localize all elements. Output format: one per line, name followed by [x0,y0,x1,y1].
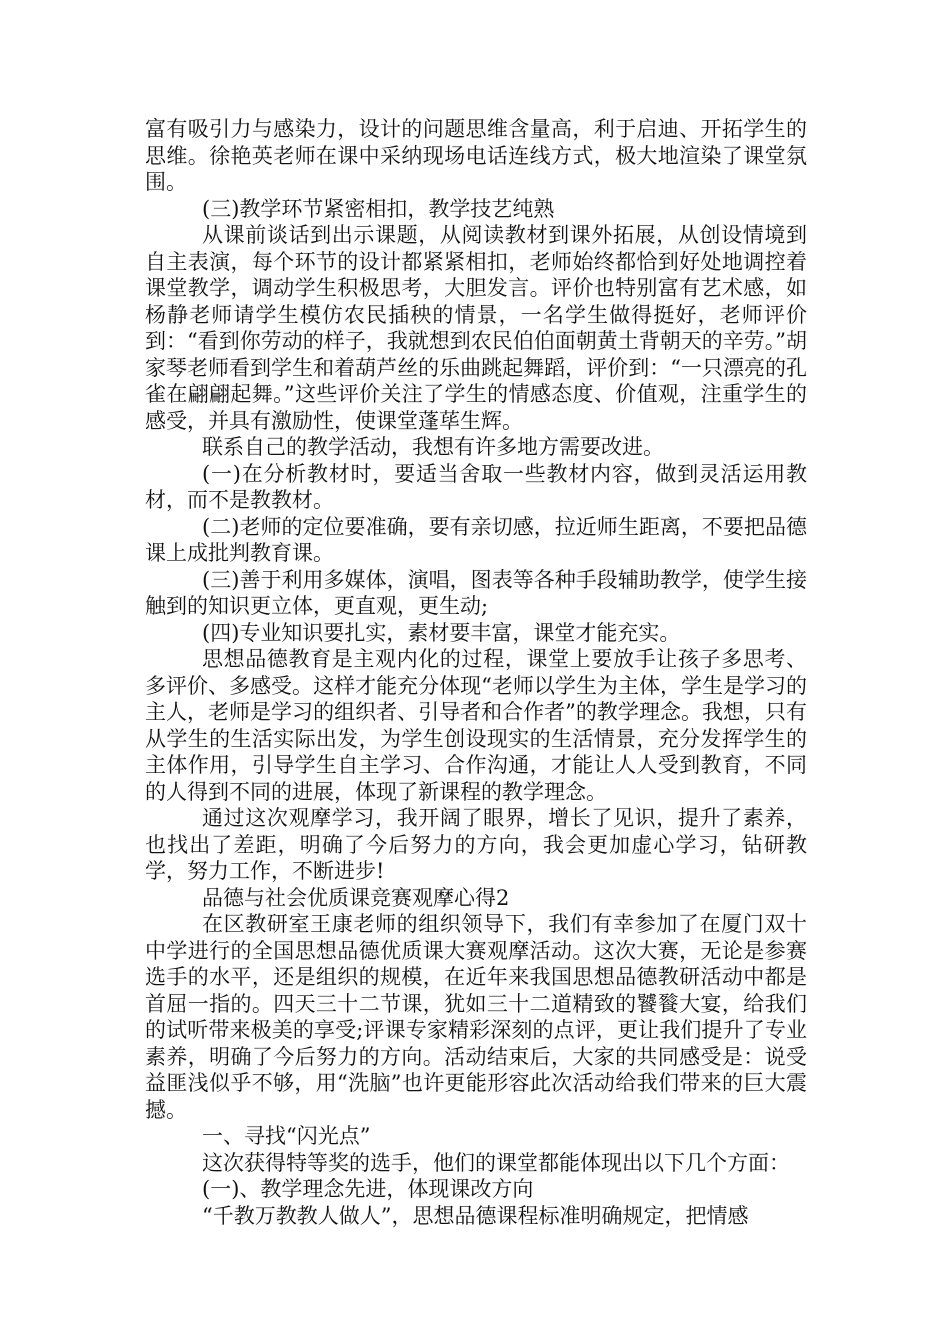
paragraph-5: (一)在分析教材时，要适当舍取一些教材内容，做到灵活运用教材，而不是教教材。 [145,461,807,512]
paragraph-10: 通过这次观摩学习，我开阔了眼界，增长了见识，提升了素养，也找出了差距，明确了今后努力的方向，我会更加虚心学习，钻研教学，努力工作，不断进步! [145,806,807,883]
document-page [145,116,807,1229]
paragraph-2: (三)教学环节紧密相扣，教学技艺纯熟 [202,196,555,221]
section-title-2: 品德与社会优质课竞赛观摩心得2 [202,885,510,910]
paragraph-14: 这次获得特等奖的选手，他们的课堂都能体现出以下几个方面： [202,1150,790,1175]
paragraph-16: “千教万教教人做人”，思想品德课程标准明确规定，把情感 [202,1203,749,1228]
heading-1: 一、寻找“闪光点” [202,1124,371,1148]
subheading-1: (一)、教学理念先进，体现课改方向 [202,1177,534,1201]
paragraph-12: 在区教研室王康老师的组织领导下，我们有幸参加了在厦门双十中学进行的全国思想品德优质课大赛观摩活动。这次大赛，无论是参赛选手的水平，还是组织的规模，在近年来我国思想品德教研活动中都是首屈一指的。四天三十二节课，犹如三十二道精致的饕餮大宴，给我们的试听带来极美的享受;评课专家精彩深刻的点评，更让我们提升了专业素养，明确了今后努力的方向。活动结束后，大家的共同感受是：说受益匪浅似乎不够，用“洗脑”也许更能形容此次活动给我们带来的巨大震撼。 [145,912,807,1122]
paragraph-3: 从课前谈话到出示课题，从阅读教材到课外拓展，从创设情境到自主表演，每个环节的设计都紧紧相扣，老师始终都恰到好处地调控着课堂教学，调动学生积极思考，大胆发言。评价也特别富有艺术感，如杨静老师请学生模仿农民插秧的情景，一名学生做得挺好，老师评价到：“看到你劳动的样子，我就想到农民伯伯面朝黄土背朝天的辛劳。”胡家琴老师看到学生和着葫芦丝的乐曲跳起舞蹈，评价到：“一只漂亮的孔雀在翩翩起舞。”这些评价关注了学生的情感态度、价值观，注重学生的感受，并具有激励性，使课堂蓬荜生辉。 [145,223,807,433]
paragraph-6: (二)老师的定位要准确，要有亲切感，拉近师生距离，不要把品德课上成批判教育课。 [145,514,807,565]
paragraph-1: 富有吸引力与感染力，设计的问题思维含量高，利于启迪、开拓学生的思维。徐艳英老师在课中采纳现场电话连线方式，极大地渲染了课堂氛围。 [145,117,807,194]
paragraph-7: (三)善于利用多媒体，演唱，图表等各种手段辅助教学，使学生接触到的知识更立体，更直观，更生动; [145,567,807,618]
paragraph-4: 联系自己的教学活动，我想有许多地方需要改进。 [202,435,664,459]
paragraph-9: 思想品德教育是主观内化的过程，课堂上要放手让孩子多思考、多评价、多感受。这样才能充分体现“老师以学生为主体，学生是学习的主人，老师是学习的组织者、引导者和合作者”的教学理念。我想，只有从学生的生活实际出发，为学生创设现实的生活情景，充分发挥学生的主体作用，引导学生自主学习、合作沟通，才能让人人受到教育，不同的人得到不同的进展，体现了新课程的教学理念。 [145,647,807,804]
paragraph-8: (四)专业知识要扎实，素材要丰富，课堂才能充实。 [202,620,681,645]
